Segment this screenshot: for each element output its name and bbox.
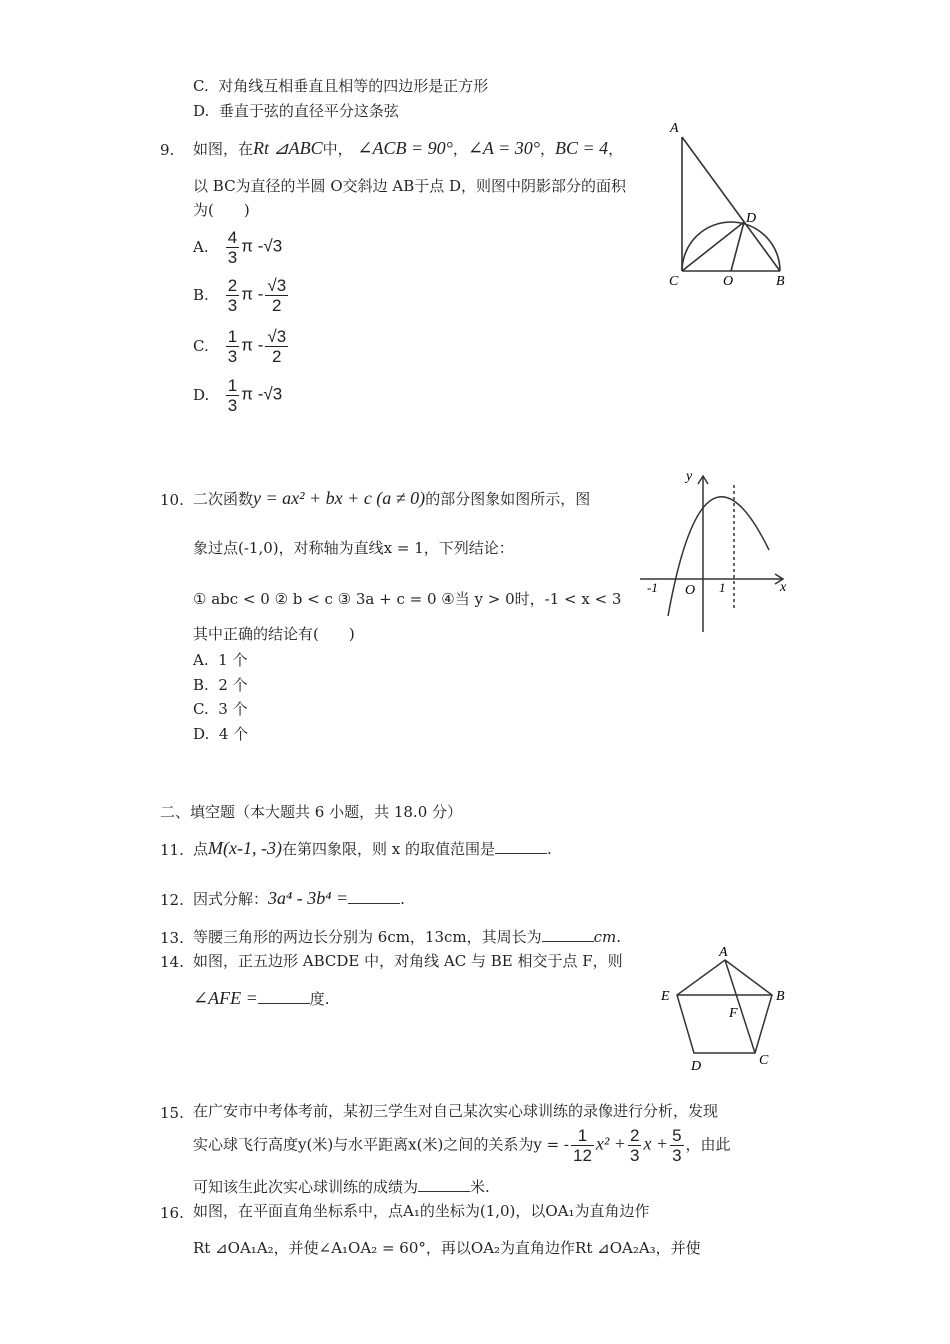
- text: 等腰三角形的两边长分别为 6cm，13cm，其周长为: [193, 928, 542, 946]
- q9-triangle-figure: [660, 115, 795, 295]
- math-condition: BC = 4: [554, 138, 609, 158]
- sqrt-term: √3: [263, 384, 283, 404]
- fraction: [265, 276, 288, 315]
- answer-blank[interactable]: [542, 927, 594, 942]
- option-label: A.: [193, 651, 209, 669]
- y-axis-label: y: [686, 469, 693, 484]
- denominator: 12: [573, 1146, 592, 1165]
- denominator: 2: [272, 347, 282, 366]
- text: 实心球飞行高度y(米)与水平距离x(米)之间的关系为y = -: [193, 1135, 569, 1154]
- q10-line1: [193, 488, 590, 509]
- q9-option-d: [193, 376, 282, 415]
- q15-number: 15.: [160, 1104, 184, 1122]
- numerator: √3: [267, 327, 287, 346]
- numerator: 1: [571, 1126, 594, 1146]
- x-axis-label: x: [780, 580, 787, 595]
- q10-line2: 象过点(-1,0)，对称轴为直线x = 1，下列结论：: [193, 539, 514, 557]
- tick-neg1: -1: [647, 580, 658, 595]
- option-label: C.: [193, 336, 209, 355]
- label-c: C: [759, 1053, 769, 1068]
- origin-label: O: [685, 583, 696, 598]
- text: cm.: [593, 928, 622, 946]
- numerator: 1: [227, 376, 238, 395]
- tick-1: 1: [719, 580, 726, 595]
- sqrt-term: √3: [263, 236, 283, 256]
- math-point: M(x-1, -3): [208, 838, 282, 858]
- text: .: [400, 890, 405, 908]
- denominator: 3: [227, 396, 238, 415]
- text: 二次函数: [193, 490, 254, 508]
- q11-number: 11.: [160, 841, 184, 859]
- fraction: [226, 228, 239, 267]
- option-label: D.: [193, 102, 210, 120]
- numerator: 5: [672, 1126, 682, 1145]
- q9-line2: 以 BC为直径的半圆 O交斜边 AB于点 D，则图中阴影部分的面积: [193, 177, 627, 195]
- fraction: [628, 1126, 641, 1165]
- math-condition: ∠A = 30°: [467, 138, 540, 158]
- numerator: 1: [227, 327, 238, 346]
- q13-text: [193, 927, 621, 947]
- q10-line3: ① abc < 0 ② b < c ③ 3a + c = 0 ④当 y > 0时，-1 < x < 3: [193, 590, 622, 608]
- q10-number: 10.: [160, 491, 184, 509]
- fraction: [265, 327, 288, 366]
- fraction: [226, 276, 239, 315]
- fraction: [226, 327, 239, 366]
- q15-line3: [193, 1177, 490, 1197]
- math-expression: ∠AFE =: [193, 988, 258, 1008]
- q14-line1: 如图，正五边形 ABCDE 中，对角线 AC 与 BE 相交于点 F，则: [193, 952, 623, 970]
- option-label: B.: [193, 285, 209, 304]
- text: ，由此: [685, 1135, 731, 1154]
- math-formula: y = ax² + bx + c (a ≠ 0): [253, 488, 426, 508]
- q8-option-c: [193, 76, 488, 96]
- option-text: 1 个: [218, 651, 248, 669]
- label-c: C: [669, 274, 679, 289]
- answer-blank[interactable]: [418, 1177, 470, 1192]
- q9-line3: 为( ): [193, 201, 250, 219]
- fraction: [226, 376, 239, 415]
- q14-line2: [193, 988, 330, 1009]
- math-condition: ∠ACB = 90°: [357, 138, 453, 158]
- denominator: 3: [227, 296, 238, 315]
- text: 度.: [309, 990, 330, 1008]
- numerator: 2: [227, 276, 238, 295]
- label-b: B: [776, 989, 785, 1004]
- denominator: 3: [672, 1146, 682, 1165]
- q16-number: 16.: [160, 1204, 184, 1222]
- text: 因式分解：: [193, 890, 269, 908]
- label-f: F: [729, 1006, 738, 1021]
- q10-option-b: [193, 675, 248, 695]
- q16-line1: 如图，在平面直角坐标系中，点A₁的坐标为(1,0)，以OA₁为直角边作: [193, 1202, 650, 1220]
- q15-line2: [193, 1126, 731, 1165]
- q12-number: 12.: [160, 891, 184, 909]
- q10-option-c: [193, 699, 248, 719]
- answer-blank[interactable]: [258, 989, 310, 1004]
- q13-number: 13.: [160, 929, 184, 947]
- option-text: 3 个: [218, 700, 248, 718]
- label-e: E: [661, 989, 670, 1004]
- numerator: √3: [267, 276, 287, 295]
- option-label: D.: [193, 385, 210, 404]
- q12-text: [193, 888, 405, 909]
- text: 米.: [470, 1178, 490, 1196]
- pi-term: π -: [241, 335, 264, 355]
- label-o: O: [723, 274, 734, 289]
- math-expression: 3a⁴ - 3b⁴ =: [268, 888, 349, 908]
- option-label: D.: [193, 725, 210, 743]
- text: 可知该生此次实心球训练的成绩为: [193, 1178, 419, 1196]
- q10-option-d: [193, 724, 248, 744]
- text: 中，: [322, 140, 353, 158]
- option-text: 2 个: [218, 676, 248, 694]
- text: 的部分图象如图所示，图: [425, 490, 591, 508]
- q10-option-a: [193, 650, 247, 670]
- text: 点: [193, 840, 209, 858]
- label-a: A: [719, 945, 728, 960]
- numerator: 2: [629, 1126, 640, 1145]
- denominator: 2: [272, 296, 282, 315]
- option-text: 垂直于弦的直径平分这条弦: [218, 102, 399, 120]
- denominator: 3: [227, 347, 238, 366]
- fraction: [571, 1126, 594, 1165]
- q15-line1: 在广安市中考体考前，某初三学生对自己某次实心球训练的录像进行分析，发现: [193, 1102, 719, 1120]
- math-term: x +: [643, 1133, 669, 1154]
- pi-term: π -: [241, 236, 264, 256]
- text: .: [546, 840, 552, 858]
- q9-line1: 如图，在Rt ⊿ABC中， ∠ACB = 90°，∠A = 30°，BC = 4，: [193, 138, 624, 158]
- q9-option-b: [193, 276, 290, 315]
- math-term: x² +: [595, 1133, 626, 1154]
- option-label: B.: [193, 676, 209, 694]
- numerator: 4: [227, 228, 238, 247]
- q11-text: [193, 838, 552, 859]
- label-d: D: [746, 211, 757, 226]
- text: 如图，在: [193, 140, 254, 158]
- pi-term: π -: [241, 284, 264, 304]
- q14-number: 14.: [160, 953, 184, 971]
- option-text: 对角线互相垂直且相等的四边形是正方形: [218, 77, 489, 95]
- answer-blank[interactable]: [495, 839, 547, 854]
- label-b: B: [776, 274, 785, 289]
- pi-term: π -: [241, 384, 264, 404]
- q16-line2: Rt ⊿OA₁A₂，并使∠A₁OA₂ = 60°，再以OA₂为直角边作Rt ⊿OA₂A₃，并使: [193, 1239, 701, 1257]
- q9-number: 9.: [160, 141, 175, 159]
- option-label: C.: [193, 700, 209, 718]
- text: 在第四象限，则 x 的取值范围是: [281, 840, 495, 858]
- q9-option-a: [193, 228, 282, 267]
- q14-pentagon-figure: [655, 940, 795, 1075]
- label-a: A: [670, 121, 679, 136]
- option-label: C.: [193, 77, 209, 95]
- label-d: D: [691, 1059, 702, 1074]
- option-label: A.: [193, 237, 209, 256]
- option-text: 4 个: [218, 725, 249, 743]
- fraction: [670, 1126, 683, 1165]
- q9-option-c: [193, 327, 290, 366]
- q10-line4: 其中正确的结论有( ): [193, 625, 355, 643]
- denominator: 3: [227, 248, 238, 267]
- math-triangle: Rt ⊿ABC: [253, 138, 323, 158]
- q10-parabola-figure: [635, 462, 795, 637]
- denominator: 3: [629, 1146, 640, 1165]
- section-title: 二、填空题（本大题共 6 小题，共 18.0 分）: [160, 803, 463, 821]
- answer-blank[interactable]: [348, 889, 400, 904]
- q8-option-d: [193, 101, 399, 121]
